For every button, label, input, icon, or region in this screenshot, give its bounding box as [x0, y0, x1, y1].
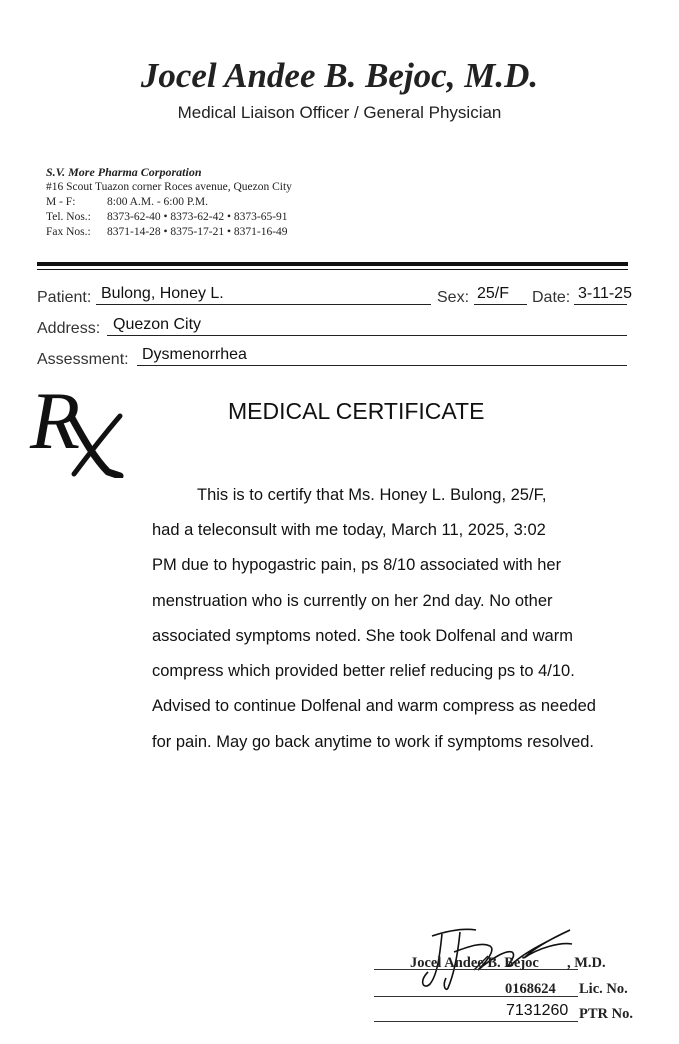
- clinic-fax-value: 8371-14-28 • 8375-17-21 • 8371-16-49: [107, 226, 288, 238]
- rx-symbol: R: [30, 375, 81, 466]
- certificate-line: PM due to hypogastric pain, ps 8/10 associated with her: [152, 556, 562, 574]
- clinic-address: #16 Scout Tuazon corner Roces avenue, Quezon City: [46, 181, 292, 193]
- address-label: Address:: [37, 320, 101, 337]
- certificate-line: This is to certify that Ms. Honey L. Bulong, 25/F,: [197, 486, 547, 504]
- clinic-name: S.V. More Pharma Corporation: [46, 165, 202, 179]
- date-value: 3-11-25: [578, 285, 632, 302]
- assessment-value: Dysmenorrhea: [142, 346, 247, 363]
- patient-name-underline: [96, 304, 431, 305]
- date-label: Date:: [532, 289, 571, 306]
- certificate-line: compress which provided better relief reducing ps to 4/10.: [152, 662, 575, 680]
- clinic-tel-value: 8373-62-40 • 8373-62-42 • 8373-65-91: [107, 211, 288, 223]
- signatory-suffix: , M.D.: [567, 955, 606, 971]
- address-value: Quezon City: [113, 316, 202, 333]
- clinic-hours-label: M - F:: [46, 196, 76, 208]
- sex-label: Sex:: [437, 289, 470, 306]
- sex-value: 25/F: [477, 285, 510, 302]
- doctor-name: Jocel Andee B. Bejoc, M.D.: [140, 56, 539, 95]
- certificate-line: Advised to continue Dolfenal and warm compress as needed: [152, 697, 596, 715]
- patient-label: Patient:: [37, 289, 92, 306]
- date-underline: [574, 304, 627, 305]
- address-underline: [107, 335, 627, 336]
- header-divider-thick: [37, 262, 628, 266]
- sex-underline: [474, 304, 527, 305]
- license-number: 0168624: [505, 981, 556, 997]
- assessment-label: Assessment:: [37, 351, 129, 368]
- clinic-hours: [46, 195, 208, 210]
- certificate-line: associated symptoms noted. She took Dolfenal and warm: [152, 627, 573, 645]
- clinic-fax-label: Fax Nos.:: [46, 226, 91, 238]
- patient-name-value: Bulong, Honey L.: [101, 285, 224, 302]
- certificate-line: menstruation who is currently on her 2nd day. No other: [152, 592, 553, 610]
- certificate-line: had a teleconsult with me today, March 11, 2025, 3:02: [152, 521, 546, 539]
- certificate-title: MEDICAL CERTIFICATE: [228, 398, 485, 424]
- clinic-hours-value: 8:00 A.M. - 6:00 P.M.: [107, 196, 208, 208]
- clinic-fax: [46, 225, 288, 240]
- doctor-title: Medical Liaison Officer / General Physician: [177, 103, 502, 122]
- rx-crossbar-icon: [68, 410, 126, 478]
- ptr-label: PTR No.: [579, 1006, 633, 1022]
- clinic-telephone: [46, 210, 288, 225]
- ptr-line: [374, 1021, 578, 1022]
- handwritten-signature: [420, 912, 580, 996]
- certificate-line: for pain. May go back anytime to work if symptoms resolved.: [152, 733, 595, 751]
- signatory-name: Jocel Andee B. Bejoc: [410, 955, 539, 971]
- ptr-number: 7131260: [506, 1002, 569, 1019]
- clinic-tel-label: Tel. Nos.:: [46, 211, 91, 223]
- license-label: Lic. No.: [579, 981, 628, 997]
- header-divider-thin: [37, 269, 628, 270]
- assessment-underline: [137, 365, 627, 366]
